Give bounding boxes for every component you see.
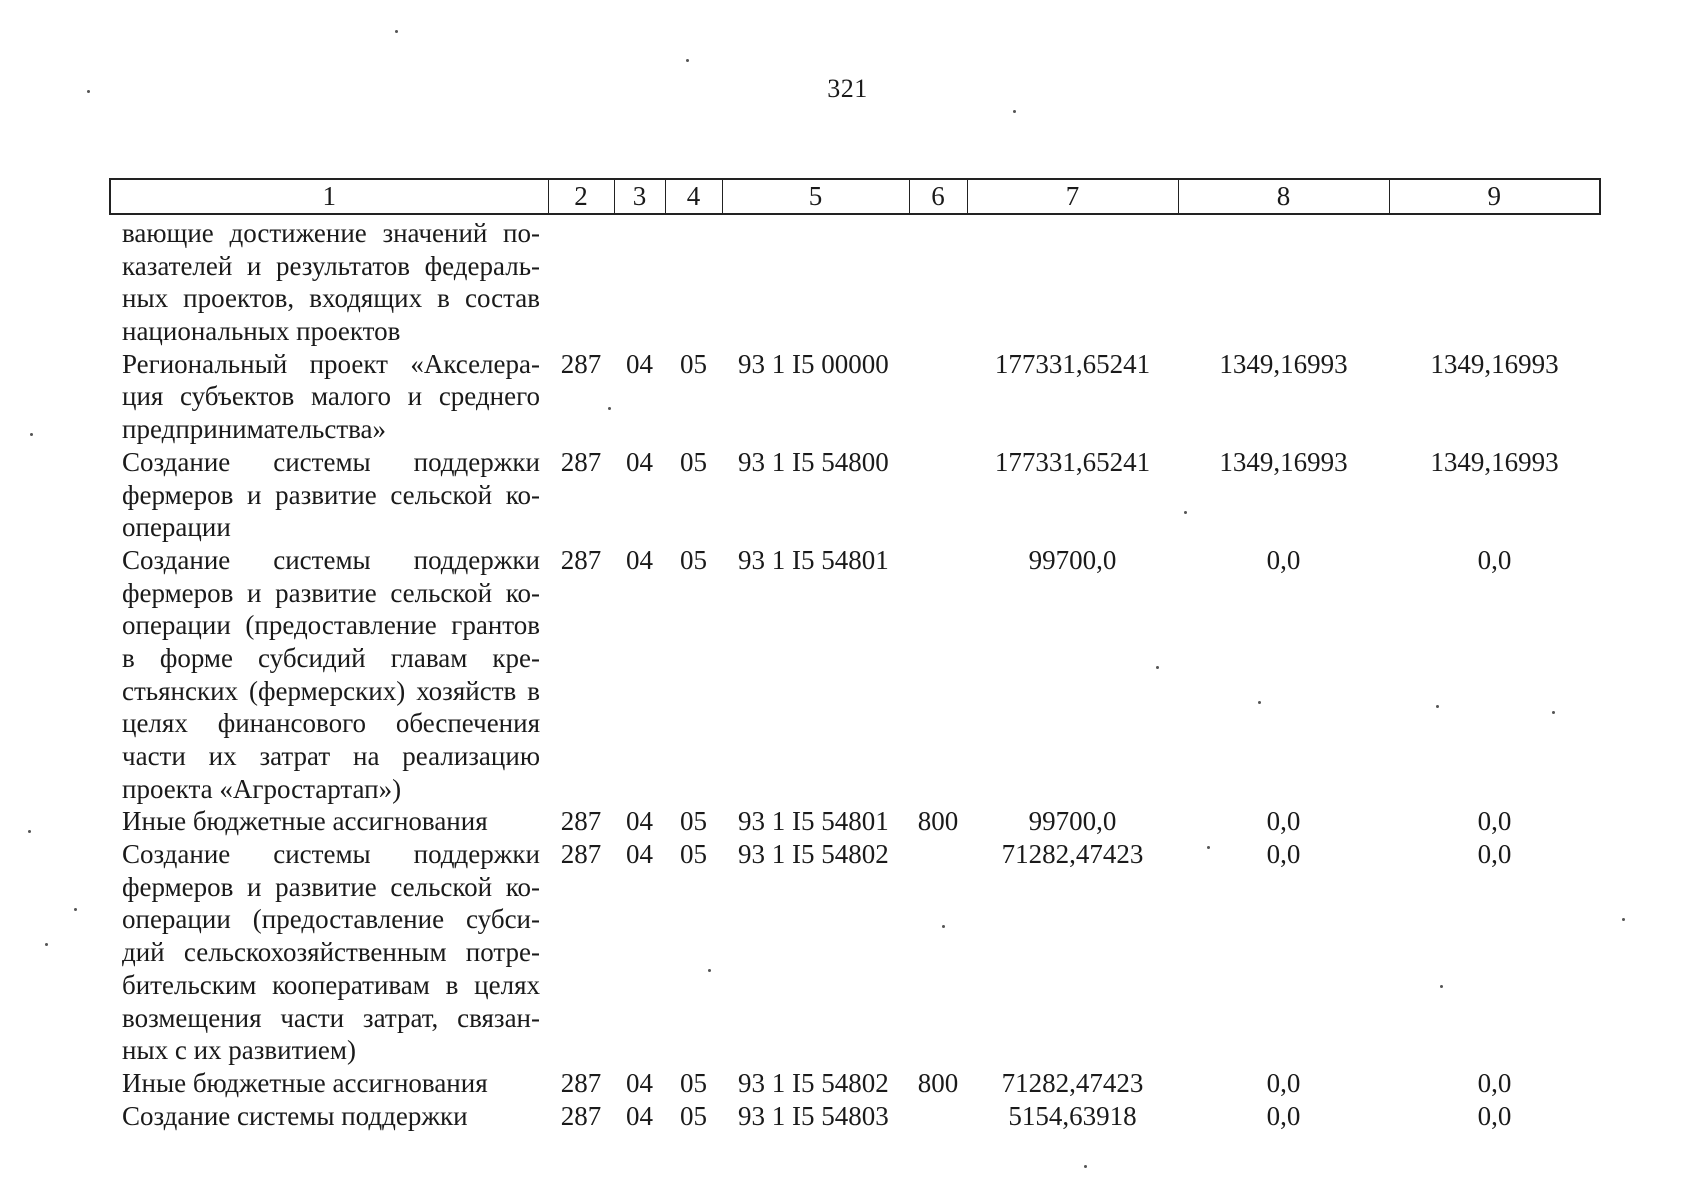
row-name-cell bbox=[110, 446, 548, 544]
row-section-code: 04 bbox=[626, 806, 653, 837]
row-expense-type bbox=[909, 348, 967, 446]
row-subsection-code: 05 bbox=[680, 446, 707, 477]
row-name-line: фермеров и развитие сельской ко- bbox=[122, 479, 540, 510]
row-amount-year2: 1349,16993 bbox=[1219, 348, 1348, 379]
row-section-code: 04 bbox=[626, 1100, 653, 1131]
row-amount-year3: 1349,16993 bbox=[1430, 446, 1559, 477]
row-amount-year2: 0,0 bbox=[1266, 1100, 1301, 1131]
row-name-line: фермеров и развитие сельской ко- bbox=[122, 871, 540, 902]
row-amount-year1 bbox=[967, 214, 1178, 348]
row-amount-year2: 0,0 bbox=[1266, 544, 1301, 575]
scan-speck bbox=[1207, 846, 1210, 849]
budget-table bbox=[109, 178, 1601, 1132]
column-header: 9 bbox=[1389, 179, 1600, 214]
row-expense-type bbox=[909, 544, 967, 806]
row-section-code: 04 bbox=[626, 839, 653, 870]
scan-speck bbox=[1436, 705, 1439, 708]
row-subsection-code: 05 bbox=[680, 1100, 707, 1131]
table-body bbox=[110, 214, 1600, 1132]
row-expense-type bbox=[909, 838, 967, 1067]
row-name-line: Иные бюджетные ассигнования bbox=[122, 806, 488, 837]
row-name-cell bbox=[110, 214, 548, 348]
scan-speck bbox=[942, 925, 945, 928]
row-expense-type bbox=[909, 1100, 967, 1133]
row-section-code bbox=[614, 214, 665, 348]
scan-speck bbox=[30, 433, 33, 436]
row-amount-year2: 0,0 bbox=[1266, 1067, 1301, 1098]
row-amount-year2: 1349,16993 bbox=[1219, 446, 1348, 477]
row-name-line: Иные бюджетные ассигнования bbox=[122, 1067, 488, 1098]
row-admin-code bbox=[548, 214, 614, 348]
row-subsection-code bbox=[665, 214, 722, 348]
scan-speck bbox=[1084, 1165, 1087, 1168]
row-subsection-code: 05 bbox=[680, 348, 707, 379]
page-number: 321 bbox=[827, 74, 868, 103]
budget-table-container bbox=[109, 178, 1599, 1132]
row-expense-type: 800 bbox=[917, 806, 959, 837]
row-name-line: в форме субсидий главам кре- bbox=[122, 642, 540, 673]
row-amount-year3 bbox=[1389, 214, 1600, 348]
row-subsection-code: 05 bbox=[680, 544, 707, 575]
row-subsection-code: 05 bbox=[680, 806, 707, 837]
row-subsection-code: 05 bbox=[680, 839, 707, 870]
scan-speck bbox=[686, 59, 689, 62]
row-name-line: дий сельскохозяйственным потре- bbox=[122, 937, 540, 968]
row-expense-type bbox=[909, 214, 967, 348]
row-target-article: 93 1 I5 54801 bbox=[738, 544, 889, 575]
row-name-line: Создание системы поддержки bbox=[122, 839, 540, 870]
table-row bbox=[110, 348, 1600, 446]
row-name-line: целях финансового обеспечения bbox=[122, 708, 540, 739]
row-expense-type bbox=[909, 446, 967, 544]
row-admin-code: 287 bbox=[560, 1100, 602, 1131]
row-target-article bbox=[722, 214, 909, 348]
row-amount-year2 bbox=[1178, 214, 1389, 348]
table-row bbox=[110, 446, 1600, 544]
row-admin-code: 287 bbox=[560, 839, 602, 870]
row-section-code: 04 bbox=[626, 544, 653, 575]
scan-speck bbox=[1258, 701, 1261, 704]
scan-speck bbox=[1156, 666, 1159, 669]
row-amount-year1: 177331,65241 bbox=[994, 348, 1151, 379]
row-name-cell bbox=[110, 805, 548, 838]
row-name-line: стьянских (фермерских) хозяйств в bbox=[122, 675, 540, 706]
row-amount-year1: 71282,47423 bbox=[1001, 839, 1144, 870]
row-amount-year3: 0,0 bbox=[1477, 806, 1512, 837]
row-amount-year3: 0,0 bbox=[1477, 1067, 1512, 1098]
row-name-line: Создание системы поддержки bbox=[122, 446, 540, 477]
row-section-code: 04 bbox=[626, 348, 653, 379]
column-header: 3 bbox=[614, 179, 665, 214]
row-target-article: 93 1 I5 54801 bbox=[738, 806, 889, 837]
row-amount-year2: 0,0 bbox=[1266, 806, 1301, 837]
row-target-article: 93 1 I5 00000 bbox=[738, 348, 889, 379]
row-target-article: 93 1 I5 54802 bbox=[738, 1067, 889, 1098]
column-header: 8 bbox=[1178, 179, 1389, 214]
scan-speck bbox=[45, 943, 48, 946]
table-row bbox=[110, 544, 1600, 806]
row-expense-type: 800 bbox=[917, 1067, 959, 1098]
table-row bbox=[110, 805, 1600, 838]
row-target-article: 93 1 I5 54803 bbox=[738, 1100, 889, 1131]
column-header: 2 bbox=[548, 179, 614, 214]
table-header bbox=[110, 179, 1600, 214]
row-name-line: Создание системы поддержки bbox=[122, 1100, 468, 1131]
row-amount-year3: 1349,16993 bbox=[1430, 348, 1559, 379]
row-amount-year1: 5154,63918 bbox=[1008, 1100, 1137, 1131]
row-name-cell bbox=[110, 544, 548, 806]
row-name-line: казателей и результатов федераль- bbox=[122, 250, 540, 281]
row-name-line: операции (предоставление грантов bbox=[122, 610, 540, 641]
row-name-line: вающие достижение значений по- bbox=[122, 218, 540, 248]
row-amount-year1: 99700,0 bbox=[1028, 544, 1117, 575]
scan-speck bbox=[28, 830, 31, 833]
scan-speck bbox=[87, 90, 90, 93]
row-name-line: предпринимательства» bbox=[122, 414, 387, 445]
table-row bbox=[110, 1100, 1600, 1133]
header-row bbox=[110, 179, 1600, 214]
row-admin-code: 287 bbox=[560, 1067, 602, 1098]
row-target-article: 93 1 I5 54802 bbox=[738, 839, 889, 870]
row-name-line: операции bbox=[122, 512, 231, 543]
row-amount-year1: 99700,0 bbox=[1028, 806, 1117, 837]
row-name-line: бительским кооперативам в целях bbox=[122, 969, 540, 1000]
row-admin-code: 287 bbox=[560, 544, 602, 575]
row-name-line: ных с их развитием) bbox=[122, 1035, 356, 1066]
row-amount-year1: 71282,47423 bbox=[1001, 1067, 1144, 1098]
row-section-code: 04 bbox=[626, 1067, 653, 1098]
row-name-line: ция субъектов малого и среднего bbox=[122, 381, 540, 412]
row-name-line: Региональный проект «Акселера- bbox=[122, 348, 540, 379]
row-target-article: 93 1 I5 54800 bbox=[738, 446, 889, 477]
row-admin-code: 287 bbox=[560, 806, 602, 837]
scan-speck bbox=[395, 30, 398, 33]
scan-speck bbox=[1622, 918, 1625, 921]
column-header: 6 bbox=[909, 179, 967, 214]
row-amount-year2: 0,0 bbox=[1266, 839, 1301, 870]
row-name-line: операции (предоставление субси- bbox=[122, 904, 540, 935]
row-name-cell bbox=[110, 348, 548, 446]
scan-speck bbox=[1440, 985, 1443, 988]
row-subsection-code: 05 bbox=[680, 1067, 707, 1098]
column-header: 7 bbox=[967, 179, 1178, 214]
scan-speck bbox=[1184, 511, 1187, 514]
row-name-cell bbox=[110, 838, 548, 1067]
row-name-line: национальных проектов bbox=[122, 316, 401, 347]
table-row bbox=[110, 838, 1600, 1067]
row-name-line: части их затрат на реализацию bbox=[122, 741, 540, 771]
row-name-line: возмещения части затрат, связан- bbox=[122, 1002, 540, 1033]
scan-speck bbox=[608, 407, 611, 410]
row-amount-year3: 0,0 bbox=[1477, 1100, 1512, 1131]
row-name-line: проекта «Агростартап») bbox=[122, 773, 402, 804]
table-row bbox=[110, 214, 1600, 348]
column-header: 5 bbox=[722, 179, 909, 214]
scan-speck bbox=[708, 969, 711, 972]
scan-speck bbox=[74, 908, 77, 911]
row-name-cell bbox=[110, 1067, 548, 1100]
row-section-code: 04 bbox=[626, 446, 653, 477]
row-name-line: Создание системы поддержки bbox=[122, 544, 540, 575]
column-header: 4 bbox=[665, 179, 722, 214]
row-name-line: ных проектов, входящих в состав bbox=[122, 283, 540, 314]
row-amount-year1: 177331,65241 bbox=[994, 446, 1151, 477]
column-header: 1 bbox=[110, 179, 548, 214]
row-admin-code: 287 bbox=[560, 348, 602, 379]
row-name-cell bbox=[110, 1100, 548, 1133]
row-admin-code: 287 bbox=[560, 446, 602, 477]
table-row bbox=[110, 1067, 1600, 1100]
scan-speck bbox=[1552, 711, 1555, 714]
scan-speck bbox=[1013, 110, 1016, 113]
row-amount-year3: 0,0 bbox=[1477, 839, 1512, 870]
row-name-line: фермеров и развитие сельской ко- bbox=[122, 577, 540, 608]
row-amount-year3: 0,0 bbox=[1477, 544, 1512, 575]
